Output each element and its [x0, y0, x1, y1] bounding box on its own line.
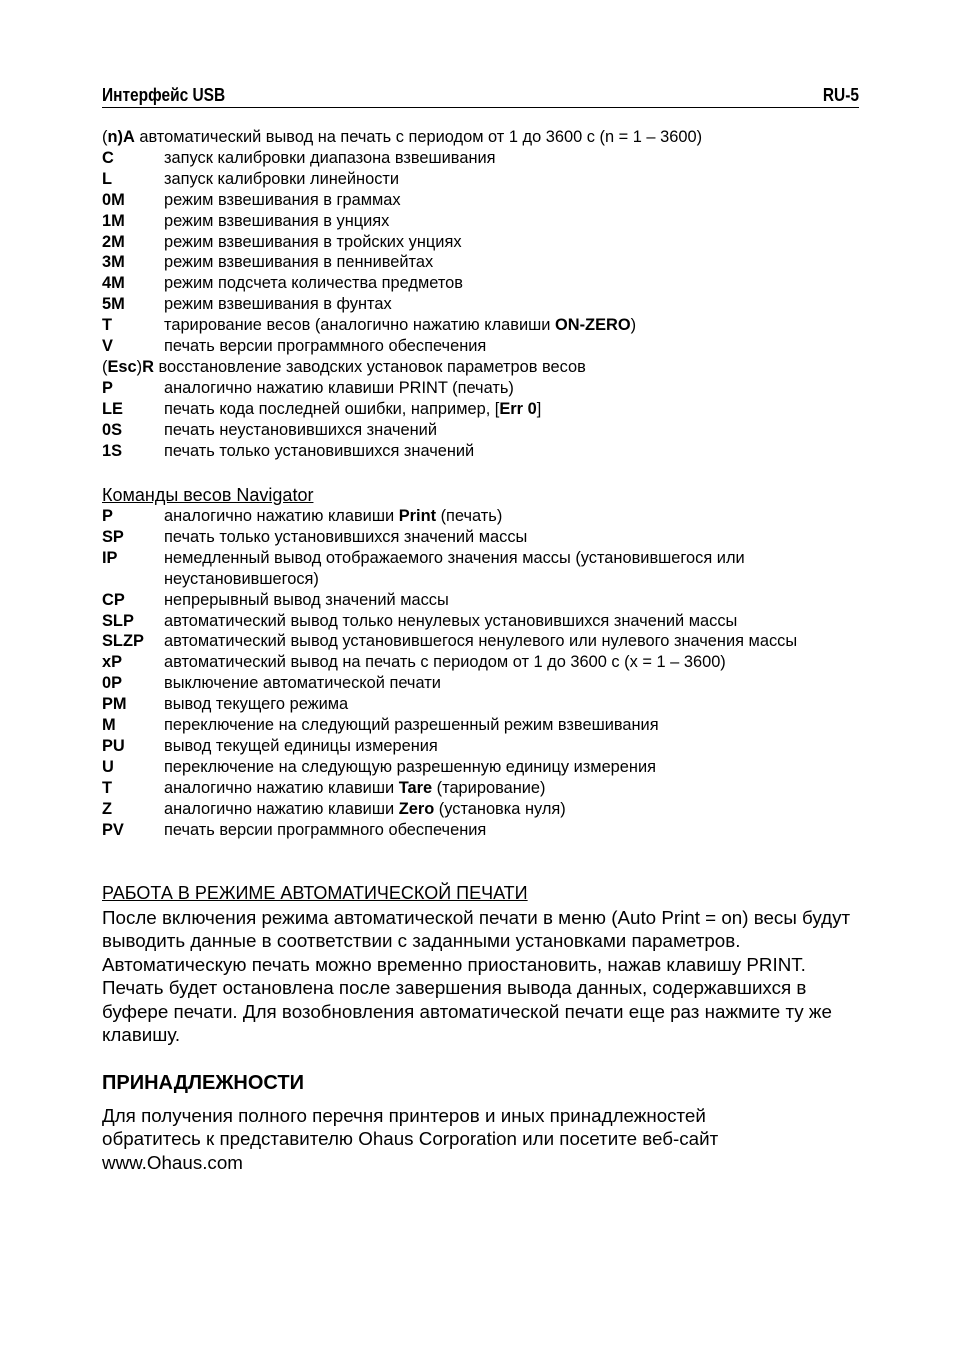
command-desc: режим взвешивания в пеннивейтах [164, 253, 434, 272]
autoprint-section-title: РАБОТА В РЕЖИМЕ АВТОМАТИЧЕСКОЙ ПЕЧАТИ [102, 883, 528, 903]
command-desc: режим взвешивания в граммах [164, 190, 401, 209]
command-desc: автоматический вывод только ненулевых установившихся значений массы [164, 611, 738, 630]
command-desc: запуск калибровки диапазона взвешивания [164, 148, 496, 167]
command-key: 2M [102, 232, 125, 251]
command-row [102, 169, 832, 190]
command-key: CP [102, 590, 125, 609]
command-row [102, 294, 832, 315]
command-key: xP [102, 653, 123, 672]
command-desc: аналогично нажатию клавиши Print (печать) [164, 507, 503, 525]
command-key: SLZP [102, 632, 144, 651]
command-desc: режим подсчета количества предметов [164, 274, 463, 293]
command-row [102, 315, 832, 336]
command-desc: печать только установившихся значений массы [164, 527, 528, 546]
autoprint-paragraph: После включения режима автоматической печати в меню (Auto Print = on) весы будут выводить данные в соответствии с заданными установками параметров. Автоматическую печать можно временно приостановить, нажав клавишу PRINT. Печать будет остановлена после завершения вывода данных, содержавшихся в буфере печати. Для возобновления автоматической печати еще раз нажмите ту же клавишу. [102, 907, 851, 1046]
page-header [102, 84, 859, 108]
command-desc: запуск калибровки линейности [164, 169, 400, 188]
navigator-section-title: Команды весов Navigator [102, 485, 314, 505]
command-desc: автоматический вывод на печать с периодом от 1 до 3600 с (x = 1 – 3600) [164, 653, 726, 672]
command-desc: аналогично нажатию клавиши Tare (тарирование) [164, 778, 546, 797]
command-key: 1S [102, 441, 123, 460]
command-desc: печать неустановившихся значений [164, 420, 437, 439]
command-row [102, 548, 842, 590]
command-row: (n)A автоматический вывод на печать с периодом от 1 до 3600 с (n = 1 – 3600) [102, 128, 703, 146]
command-key: P [102, 507, 113, 525]
command-desc: автоматический вывод на печать с периодом от 1 до 3600 с (n = 1 – 3600) [134, 128, 703, 146]
command-key: M [102, 716, 116, 735]
command-row [102, 590, 842, 611]
command-row [102, 148, 832, 169]
command-row [102, 399, 832, 420]
command-key: IP [102, 548, 118, 567]
command-row [102, 757, 842, 778]
command-key: P [102, 378, 113, 397]
command-desc: аналогично нажатию клавиши PRINT (печать) [164, 378, 514, 397]
command-desc: вывод текущего режима [164, 695, 349, 714]
command-row [102, 631, 842, 652]
command-row [102, 715, 842, 736]
command-key: LE [102, 399, 123, 418]
command-desc: немедленный вывод отображаемого значения массы (установившегося или неустановившегося) [164, 548, 745, 588]
command-row [102, 527, 842, 548]
command-row [102, 336, 832, 357]
command-key: Esc [107, 357, 137, 376]
command-desc: выключение автоматической печати [164, 674, 441, 693]
command-desc: непрерывный вывод значений массы [164, 590, 449, 609]
command-desc: переключение на следующий разрешенный режим взвешивания [164, 716, 659, 735]
accessories-heading: ПРИНАДЛЕЖНОСТИ [102, 1072, 304, 1094]
command-row [102, 673, 842, 694]
command-row [102, 190, 832, 211]
command-key: 4M [102, 274, 125, 293]
header-section-title: Интерфейс USB [102, 85, 226, 105]
command-key: L [102, 169, 113, 188]
command-key: PV [102, 820, 124, 839]
command-desc: режим взвешивания в унциях [164, 211, 390, 230]
command-desc: автоматический вывод установившегося ненулевого или нулевого значения массы [164, 632, 798, 651]
command-desc: печать только установившихся значений [164, 441, 475, 460]
command-key: T [102, 778, 113, 797]
command-key: PM [102, 695, 127, 714]
command-row [102, 820, 842, 841]
usb-command-list [102, 127, 832, 462]
command-desc: режим взвешивания в фунтах [164, 295, 392, 314]
command-key: 3M [102, 253, 125, 272]
command-row [102, 611, 842, 632]
command-row [102, 211, 832, 232]
command-key: T [102, 316, 113, 335]
navigator-command-list [102, 506, 842, 841]
command-row [102, 441, 832, 462]
command-key: PU [102, 736, 125, 755]
command-key: 0S [102, 420, 123, 439]
command-row [102, 736, 842, 757]
command-key: Z [102, 799, 113, 818]
command-row [102, 273, 832, 294]
command-desc: аналогично нажатию клавиши Zero (установка нуля) [164, 799, 566, 818]
command-row [102, 506, 842, 527]
command-desc: вывод текущей единицы измерения [164, 736, 438, 755]
header-page-number: RU-5 [822, 85, 859, 105]
command-row [102, 378, 832, 399]
command-desc: печать кода последней ошибки, например, [Err 0] [164, 399, 542, 418]
command-key: 0M [102, 190, 125, 209]
command-key: C [102, 148, 114, 167]
command-row [102, 232, 832, 253]
command-desc: печать версии программного обеспечения [164, 337, 487, 356]
command-row [102, 420, 832, 441]
command-key: 5M [102, 295, 125, 314]
command-row [102, 694, 842, 715]
command-key: n)A [107, 128, 135, 146]
command-key: U [102, 757, 114, 776]
command-row [102, 799, 842, 820]
command-row [102, 778, 842, 799]
command-key: 1M [102, 211, 125, 230]
command-key: V [102, 337, 113, 356]
command-key: SP [102, 527, 124, 546]
command-desc: режим взвешивания в тройских унциях [164, 232, 462, 251]
command-desc: тарирование весов (аналогично нажатию клавиши ON-ZERO) [164, 316, 637, 335]
command-key: SLP [102, 611, 134, 630]
accessories-paragraph: Для получения полного перечня принтеров и иных принадлежностей обратитесь к представителю Ohaus Corporation или посетите веб-сайт www.Ohaus.com [102, 1105, 719, 1173]
command-key: 0P [102, 674, 123, 693]
command-desc: переключение на следующую разрешенную единицу измерения [164, 757, 656, 776]
command-row [102, 252, 832, 273]
command-desc: печать версии программного обеспечения [164, 820, 487, 839]
command-desc: восстановление заводских установок параметров весов [153, 357, 586, 376]
command-row [102, 652, 842, 673]
command-row: (Esc)R восстановление заводских установок параметров весов [102, 357, 586, 376]
